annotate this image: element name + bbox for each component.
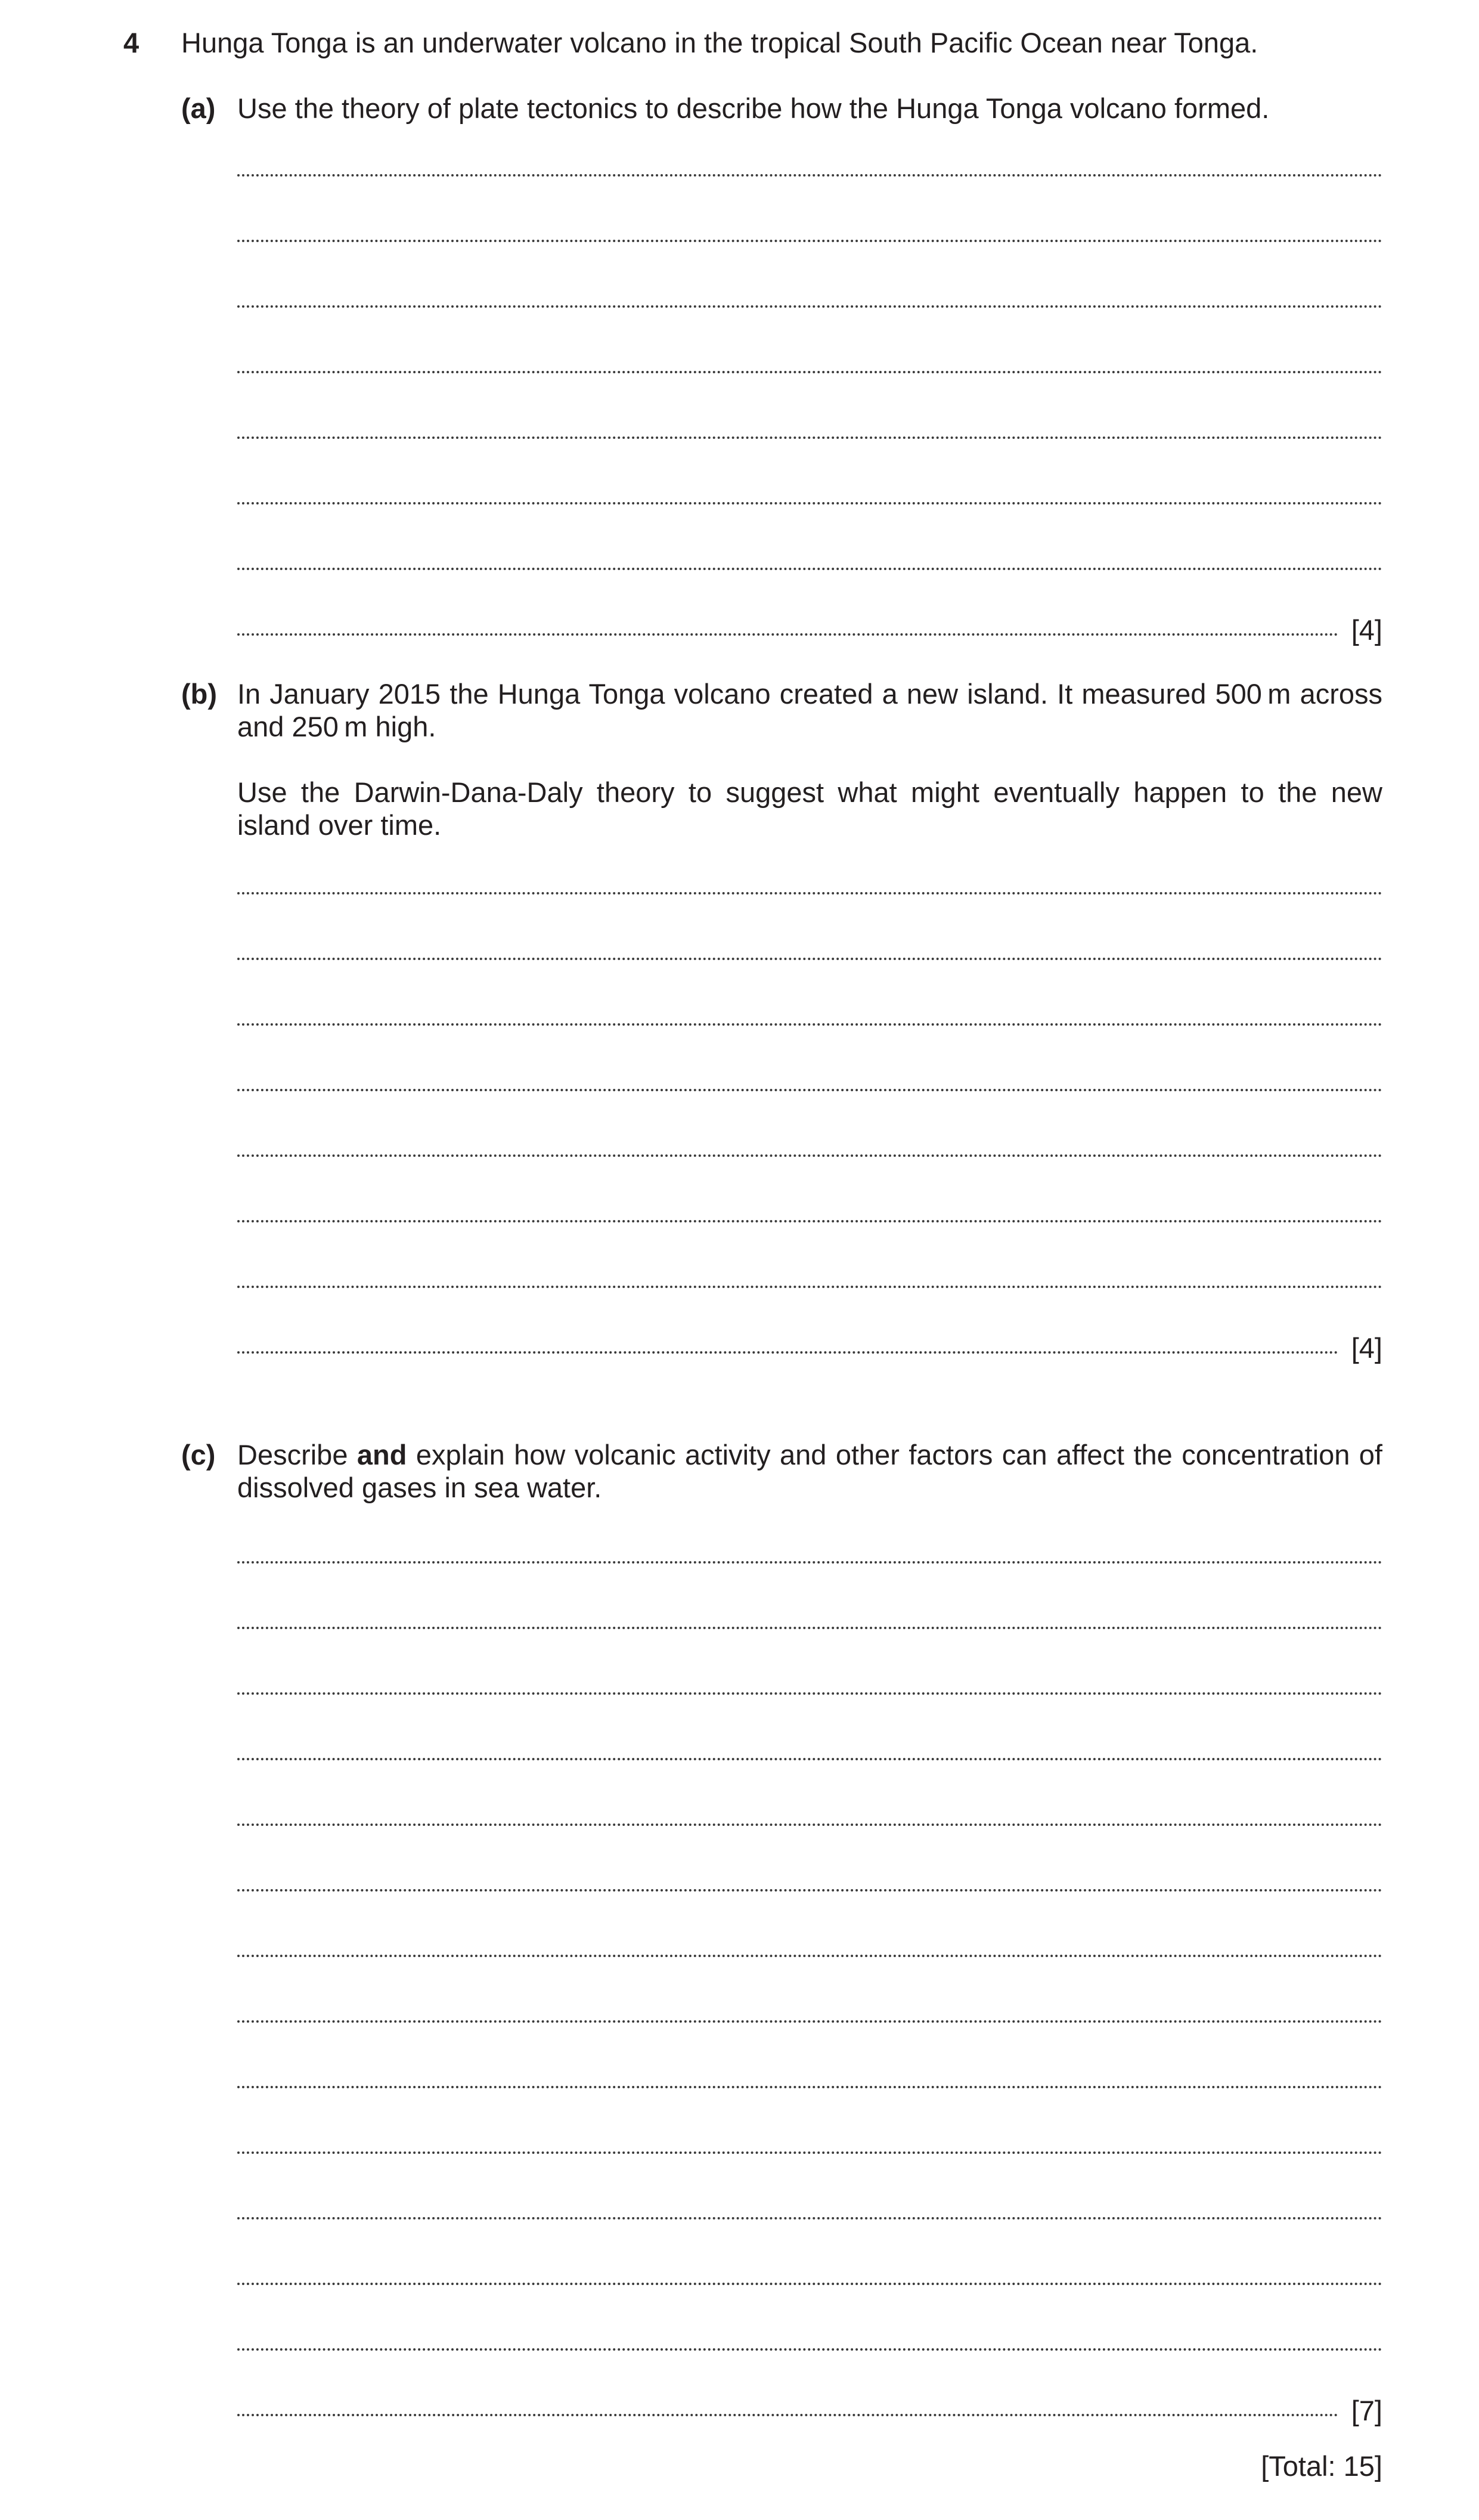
dotted-rule bbox=[237, 436, 1382, 439]
answer-line[interactable] bbox=[237, 1900, 1382, 1965]
part-c-text-bold: and bbox=[356, 1439, 407, 1470]
dotted-rule bbox=[237, 2217, 1382, 2219]
answer-line[interactable] bbox=[237, 903, 1382, 968]
dotted-rule bbox=[237, 1824, 1382, 1826]
total-marks: [Total: 15] bbox=[1261, 2450, 1382, 2482]
part-b-paragraph-2: Use the Darwin-Dana-Daly theory to suggest what might eventually happen to the new island over time. bbox=[237, 776, 1382, 841]
answer-line[interactable] bbox=[237, 1034, 1382, 1100]
dotted-rule bbox=[237, 2151, 1382, 2154]
answer-line[interactable] bbox=[237, 513, 1382, 578]
part-b-answer-area[interactable] bbox=[237, 837, 1382, 1362]
answer-line[interactable] bbox=[237, 1572, 1382, 1637]
answer-line[interactable] bbox=[237, 382, 1382, 447]
dotted-rule bbox=[237, 958, 1382, 960]
part-c-text-after: explain how volcanic activity and other factors can affect the concentration of dissolved gases in sea water. bbox=[237, 1439, 1382, 1503]
dotted-rule bbox=[237, 174, 1382, 177]
answer-line[interactable] bbox=[237, 119, 1382, 185]
part-b-paragraph-1: In January 2015 the Hunga Tonga volcano created a new island. It measured 500 m across and 250 m high. bbox=[237, 678, 1382, 742]
dotted-rule bbox=[237, 2414, 1338, 2416]
question-stem: Hunga Tonga is an underwater volcano in the tropical South Pacific Ocean near Tonga. bbox=[181, 27, 1258, 58]
answer-line[interactable] bbox=[237, 185, 1382, 250]
question-number: 4 bbox=[123, 27, 139, 58]
answer-line[interactable] bbox=[237, 2359, 1382, 2425]
answer-line[interactable] bbox=[237, 1506, 1382, 1572]
dotted-rule bbox=[237, 1955, 1382, 1957]
answer-line[interactable] bbox=[237, 968, 1382, 1034]
answer-line[interactable] bbox=[237, 1296, 1382, 1362]
part-a-label: (a) bbox=[181, 92, 216, 124]
part-c-marks: [7] bbox=[1351, 2395, 1382, 2426]
dotted-rule bbox=[237, 1627, 1382, 1629]
dotted-rule bbox=[237, 2020, 1382, 2023]
dotted-rule bbox=[237, 371, 1382, 373]
dotted-rule bbox=[237, 1023, 1382, 1026]
dotted-rule bbox=[237, 892, 1382, 894]
part-c-label: (c) bbox=[181, 1439, 216, 1470]
dotted-rule bbox=[237, 1089, 1382, 1091]
dotted-rule bbox=[237, 502, 1382, 504]
part-a-prompt: Use the theory of plate tectonics to describe how the Hunga Tonga volcano formed. bbox=[237, 92, 1270, 124]
dotted-rule bbox=[237, 568, 1382, 570]
answer-line[interactable] bbox=[237, 1165, 1382, 1231]
dotted-rule bbox=[237, 1758, 1382, 1760]
answer-line[interactable] bbox=[237, 250, 1382, 316]
dotted-rule bbox=[237, 1889, 1382, 1891]
dotted-rule bbox=[237, 2086, 1382, 2088]
answer-line[interactable] bbox=[237, 1769, 1382, 1834]
answer-line[interactable] bbox=[237, 316, 1382, 382]
answer-line[interactable] bbox=[237, 1965, 1382, 2031]
dotted-rule bbox=[237, 1286, 1382, 1288]
answer-line[interactable] bbox=[237, 1231, 1382, 1296]
answer-line[interactable] bbox=[237, 1100, 1382, 1165]
dotted-rule bbox=[237, 2283, 1382, 2285]
dotted-rule bbox=[237, 2348, 1382, 2351]
answer-line[interactable] bbox=[237, 2097, 1382, 2162]
answer-line[interactable] bbox=[237, 1834, 1382, 1900]
part-c-prompt bbox=[237, 1438, 1382, 1504]
part-c-answer-area[interactable] bbox=[237, 1506, 1382, 2425]
dotted-rule bbox=[237, 240, 1382, 242]
answer-line[interactable] bbox=[237, 2031, 1382, 2097]
answer-line[interactable] bbox=[237, 2162, 1382, 2228]
answer-line[interactable] bbox=[237, 2228, 1382, 2293]
dotted-rule bbox=[237, 1692, 1382, 1695]
dotted-rule bbox=[237, 1561, 1382, 1564]
dotted-rule bbox=[237, 305, 1382, 308]
part-b-marks: [4] bbox=[1351, 1332, 1382, 1364]
answer-line[interactable] bbox=[237, 578, 1382, 644]
part-b-label: (b) bbox=[181, 678, 218, 710]
answer-line[interactable] bbox=[237, 1637, 1382, 1703]
part-a-answer-area[interactable] bbox=[237, 119, 1382, 644]
answer-line[interactable] bbox=[237, 1703, 1382, 1769]
answer-line[interactable] bbox=[237, 2293, 1382, 2359]
dotted-rule bbox=[237, 633, 1338, 636]
part-a-marks: [4] bbox=[1351, 614, 1382, 646]
answer-line[interactable] bbox=[237, 837, 1382, 903]
dotted-rule bbox=[237, 1351, 1338, 1354]
answer-line[interactable] bbox=[237, 447, 1382, 513]
part-c-text-before: Describe bbox=[237, 1439, 357, 1470]
dotted-rule bbox=[237, 1154, 1382, 1157]
part-b-prompt bbox=[237, 677, 1382, 841]
dotted-rule bbox=[237, 1220, 1382, 1222]
